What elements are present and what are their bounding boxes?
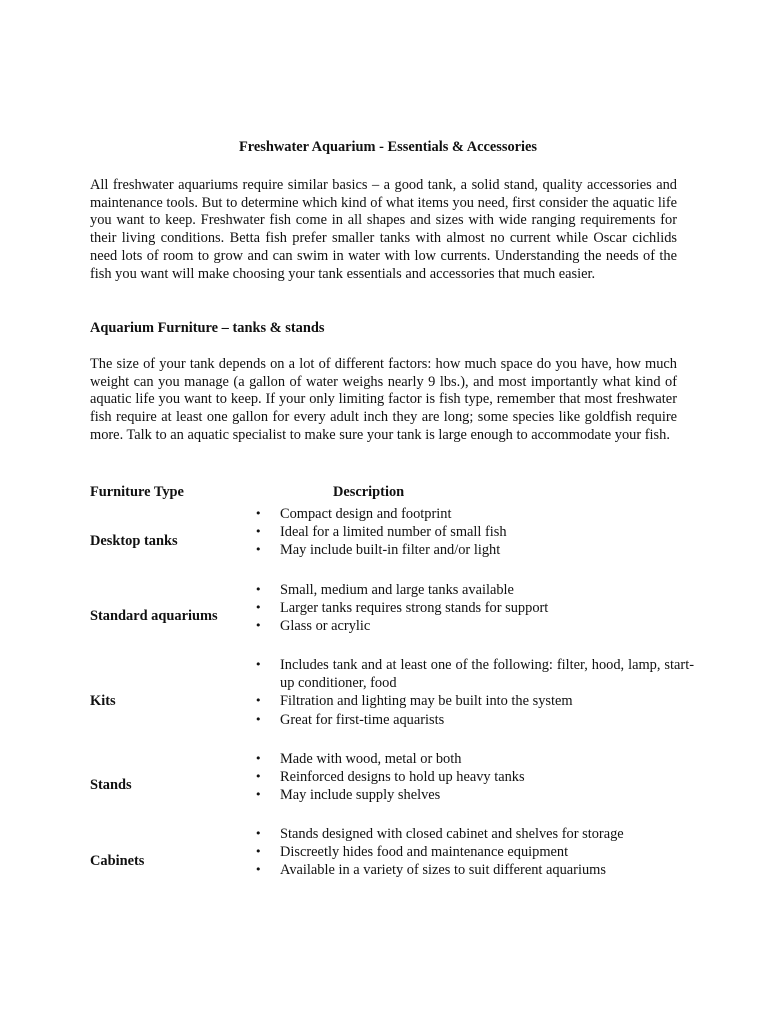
row-description-list bbox=[254, 581, 694, 636]
list-item: • Great for first-time aquarists bbox=[254, 711, 694, 729]
row-description-list bbox=[254, 750, 694, 805]
list-item: • May include built-in filter and/or light bbox=[254, 541, 694, 559]
list-item: • Available in a variety of sizes to suit different aquariums bbox=[254, 861, 694, 879]
list-item: • Made with wood, metal or both bbox=[254, 750, 694, 768]
document-title: Freshwater Aquarium - Essentials & Accessories bbox=[238, 139, 538, 155]
list-item: • Discreetly hides food and maintenance equipment bbox=[254, 843, 694, 861]
row-description-list bbox=[254, 505, 694, 560]
list-item: • Reinforced designs to hold up heavy tanks bbox=[254, 768, 694, 786]
list-item: • Glass or acrylic bbox=[254, 617, 694, 635]
row-label: Cabinets bbox=[90, 853, 145, 869]
row-description-list bbox=[254, 656, 694, 729]
list-item: • Compact design and footprint bbox=[254, 505, 694, 523]
row-label: Standard aquariums bbox=[90, 608, 218, 624]
list-item: • May include supply shelves bbox=[254, 786, 694, 804]
table-header-furniture-type: Furniture Type bbox=[90, 484, 184, 500]
row-label: Desktop tanks bbox=[90, 533, 178, 549]
list-item: • Filtration and lighting may be built into the system bbox=[254, 692, 694, 710]
row-label: Stands bbox=[90, 777, 132, 793]
row-description-list bbox=[254, 825, 694, 880]
list-item: • Stands designed with closed cabinet and shelves for storage bbox=[254, 825, 694, 843]
list-item: • Larger tanks requires strong stands for support bbox=[254, 599, 694, 617]
table-header-description: Description bbox=[333, 484, 405, 500]
list-item: • Small, medium and large tanks available bbox=[254, 581, 694, 599]
list-item: • Includes tank and at least one of the following: filter, hood, lamp, start-up conditioner, food bbox=[254, 656, 694, 692]
row-label: Kits bbox=[90, 693, 116, 709]
section-heading: Aquarium Furniture – tanks & stands bbox=[90, 320, 325, 336]
section-paragraph: The size of your tank depends on a lot of different factors: how much space do you have, how much weight can you manage (a gallon of water weighs nearly 9 lbs.), and most importantly what kind of aquatic life you want to keep. If your only limiting factor is fish type, remember that most freshwater fish require at least one gallon for every adult inch they are long; some species like goldfish require more. Talk to an aquatic specialist to make sure your tank is large enough to accommodate your fish. bbox=[90, 356, 677, 443]
intro-paragraph: All freshwater aquariums require similar basics – a good tank, a solid stand, quality accessories and maintenance tools. But to determine which kind of what items you need, first consider the aquatic life you want to keep. Freshwater fish come in all shapes and sizes with wide ranging requirements for their living conditions. Betta fish prefer smaller tanks with almost no current while Oscar cichlids need lots of room to grow and can swim in water with low currents. Understanding the needs of the fish you want will make choosing your tank essentials and accessories that much easier. bbox=[90, 177, 677, 282]
list-item: • Ideal for a limited number of small fish bbox=[254, 523, 694, 541]
